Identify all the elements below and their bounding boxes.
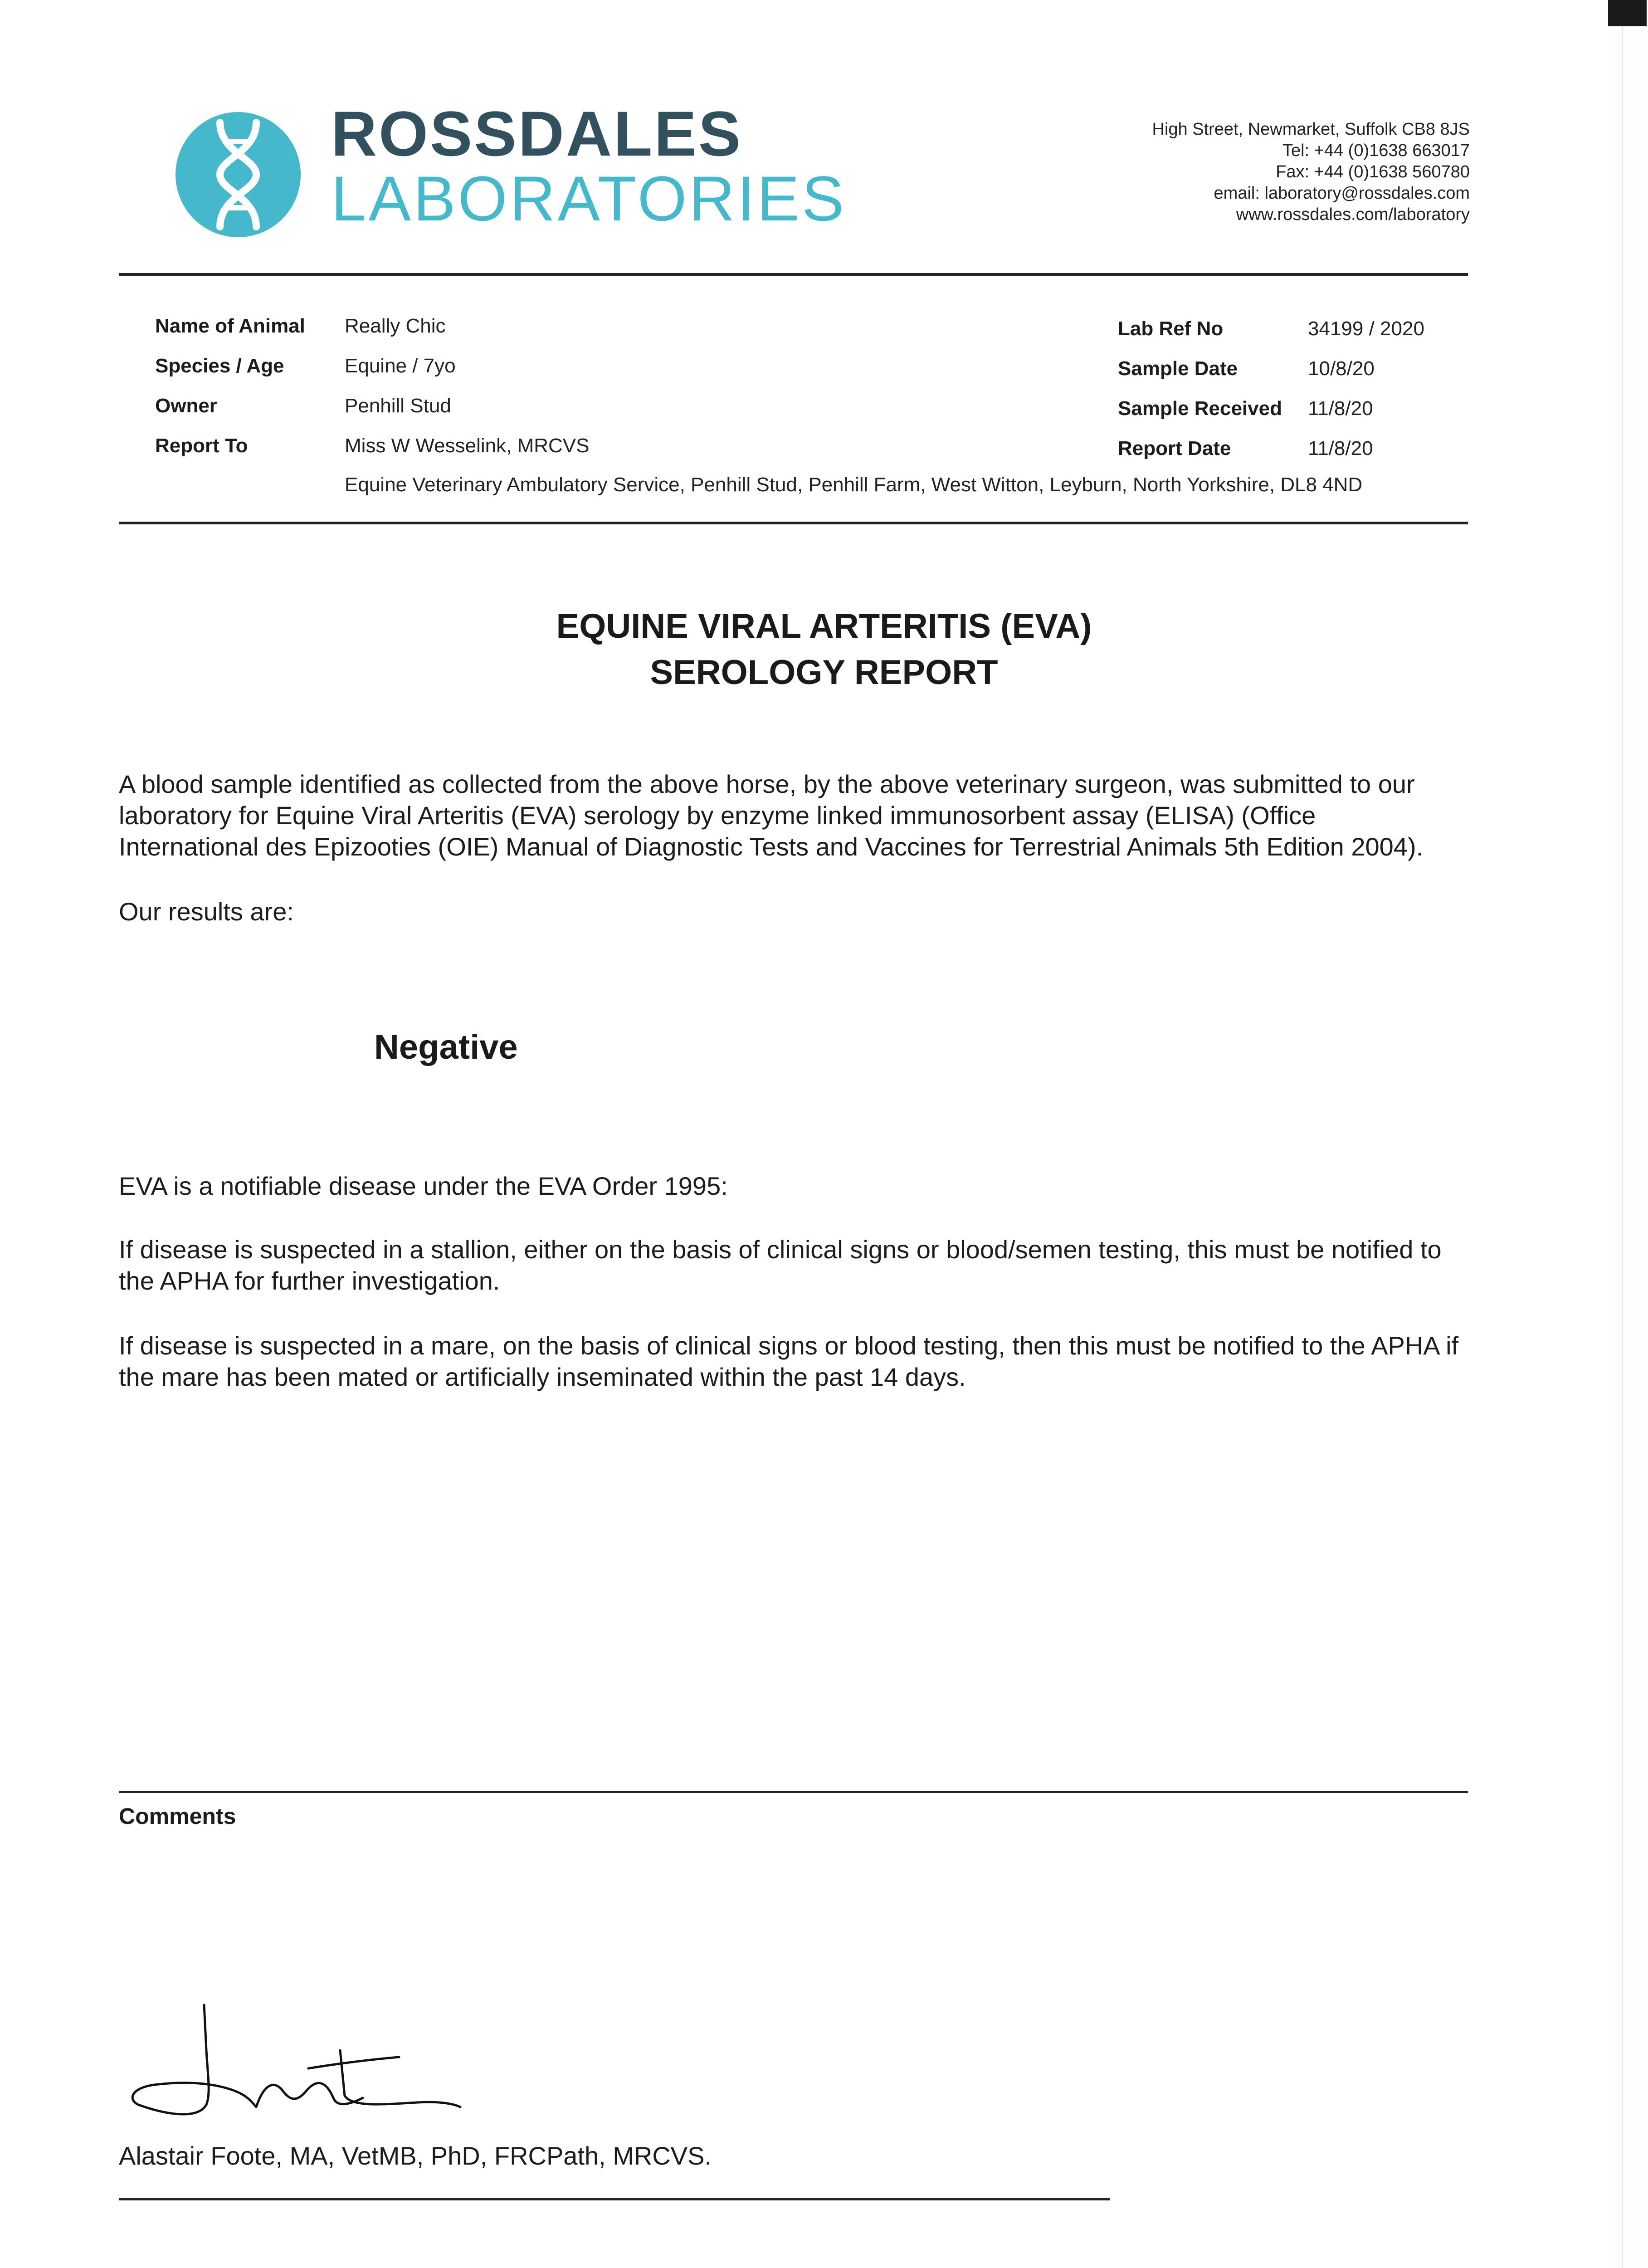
report-to-value: Miss W Wesselink, MRCVS (345, 435, 590, 457)
stallion-note: If disease is suspected in a stallion, either on the basis of clinical signs or blood/semen testing, this must be notified to the APHA for further investigation. (119, 1235, 1442, 1295)
comments-divider (119, 1791, 1468, 1793)
scan-edge-line (1622, 26, 1623, 2268)
footer-divider (119, 2198, 1110, 2200)
report-date-label: Report Date (1118, 437, 1231, 459)
owner-value: Penhill Stud (345, 395, 451, 417)
report-subtitle: SEROLOGY REPORT (650, 653, 998, 692)
sample-received-value: 11/8/20 (1308, 397, 1373, 420)
mare-note: If disease is suspected in a mare, on the basis of clinical signs or blood testing, then this must be notified to the APHA if the mare has been mated or artificially inseminated within the past 14 days. (119, 1331, 1459, 1391)
name-value: Really Chic (345, 315, 446, 337)
lab-ref-value: 34199 / 2020 (1308, 318, 1424, 340)
name-label: Name of Animal (155, 315, 305, 337)
contact-email: email: laboratory@rossdales.com (1214, 184, 1470, 203)
report-title: EQUINE VIRAL ARTERITIS (EVA) (556, 607, 1092, 645)
comments-label: Comments (119, 1804, 236, 1829)
contact-fax: Fax: +44 (0)1638 560780 (1276, 162, 1470, 181)
lab-ref-label: Lab Ref No (1118, 318, 1224, 340)
brand-subtitle: LABORATORIES (331, 163, 847, 234)
sample-date-label: Sample Date (1118, 357, 1238, 380)
species-label: Species / Age (155, 355, 284, 377)
contact-address: High Street, Newmarket, Suffolk CB8 8JS (1152, 120, 1470, 139)
signer-name: Alastair Foote, MA, VetMB, PhD, FRCPath, MRCVS. (119, 2141, 712, 2170)
results-intro: Our results are: (119, 897, 294, 926)
sample-received-label: Sample Received (1118, 397, 1282, 420)
report-date-value: 11/8/20 (1308, 437, 1373, 459)
signature (127, 1996, 472, 2127)
contact-block (1152, 119, 1470, 225)
species-value: Equine / 7yo (345, 355, 456, 377)
brand-name: ROSSDALES (331, 98, 743, 169)
header-divider (119, 273, 1468, 276)
report-to-label: Report To (155, 435, 248, 457)
contact-website: www.rossdales.com/laboratory (1236, 205, 1470, 224)
dna-helix-icon (172, 109, 304, 240)
report-to-address: Equine Veterinary Ambulatory Service, Penhill Stud, Penhill Farm, West Witton, Leyburn, North Yorkshire, DL8 4ND (345, 474, 1363, 496)
result-value: Negative (374, 1028, 518, 1066)
scan-edge (1608, 0, 1648, 2268)
contact-tel: Tel: +44 (0)1638 663017 (1282, 141, 1470, 160)
sample-date-value: 10/8/20 (1308, 357, 1375, 380)
notifiable-statement: EVA is a notifiable disease under the EVA Order 1995: (119, 1172, 728, 1200)
owner-label: Owner (155, 395, 217, 417)
intro-paragraph: A blood sample identified as collected from the above horse, by the above veterinary surgeon, was submitted to our laboratory for Equine Viral Arteritis (EVA) serology by enzyme linked immunosorbent assay (ELISA) (Office International des Epizooties (OIE) Manual of Diagnostic Tests and Vaccines for Terrestrial Animals 5th Edition 2004). (119, 770, 1424, 861)
scan-edge-mark (1608, 0, 1647, 26)
info-divider (119, 522, 1468, 524)
